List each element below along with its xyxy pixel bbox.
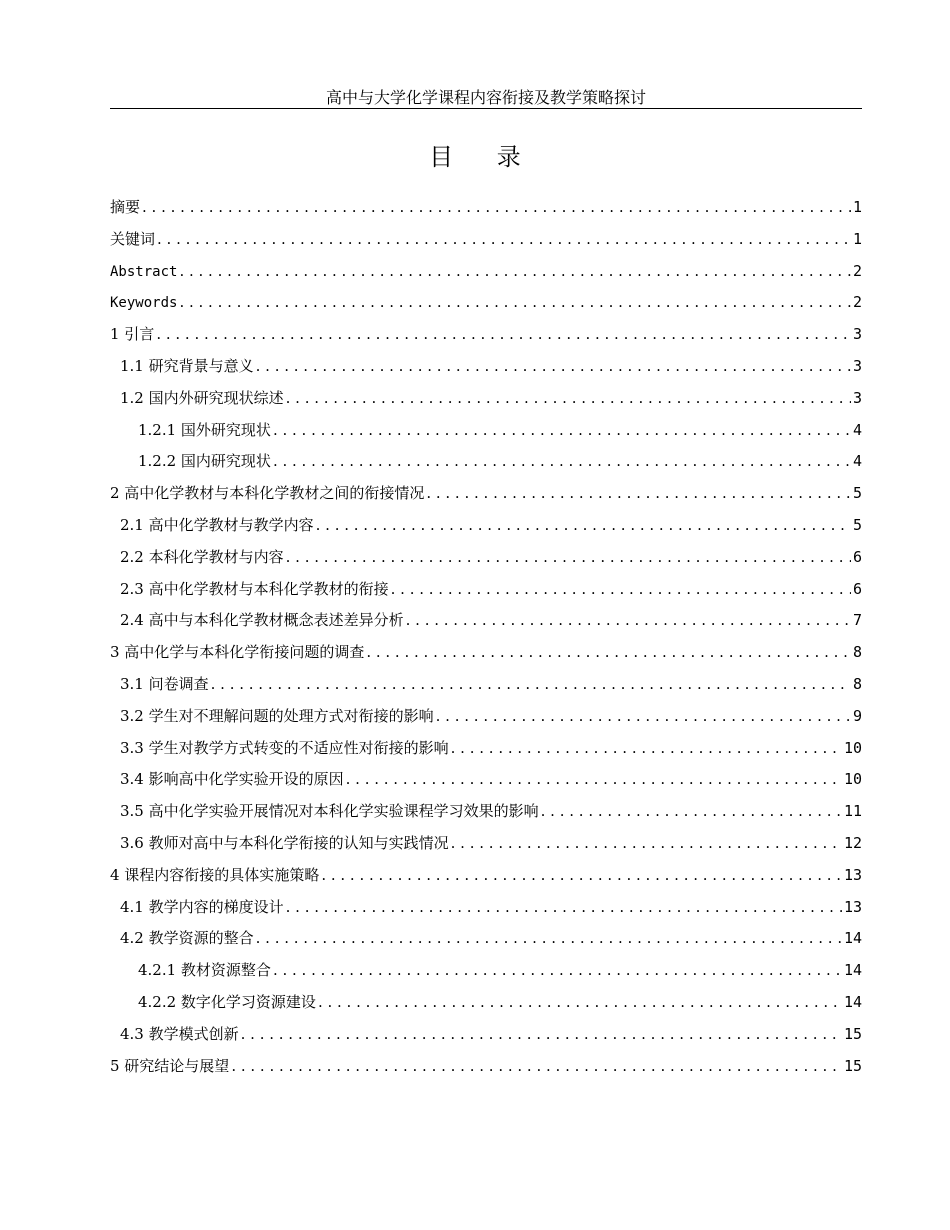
toc-entry-label: 1.2.2 国内研究现状	[138, 452, 271, 471]
toc-entry-4[interactable]	[110, 860, 862, 892]
toc-entry-page: 6	[852, 579, 862, 598]
toc-entry-page: 12	[843, 833, 862, 852]
toc-entry-page: 7	[852, 611, 862, 630]
toc-leader-dots	[346, 764, 842, 796]
toc-entry-label: 5 研究结论与展望	[110, 1056, 230, 1075]
toc-entry-page: 4	[852, 452, 862, 471]
toc-leader-dots	[366, 637, 851, 669]
toc-entry-label: 4.1 教学内容的梯度设计	[120, 897, 284, 916]
toc-entry-4-2[interactable]	[110, 923, 862, 955]
toc-leader-dots	[436, 701, 851, 733]
toc-leader-dots	[541, 796, 842, 828]
toc-leader-dots	[179, 256, 851, 288]
toc-entry-label: 3.3 学生对教学方式转变的不适应性对衔接的影响	[120, 738, 449, 757]
table-of-contents	[110, 192, 862, 1082]
toc-entry-2-3[interactable]	[110, 574, 862, 606]
toc-entry-1-2-2[interactable]	[110, 446, 862, 478]
toc-entry-3[interactable]	[110, 637, 862, 669]
toc-entry-page: 8	[852, 674, 862, 693]
toc-entry-1[interactable]	[110, 319, 862, 351]
toc-entry-5[interactable]	[110, 1051, 862, 1083]
toc-leader-dots	[286, 542, 851, 574]
toc-entry-3-3[interactable]	[110, 733, 862, 765]
toc-entry-page: 14	[843, 992, 862, 1011]
toc-entry-page: 6	[852, 547, 862, 566]
toc-entry-page: 5	[852, 515, 862, 534]
toc-entry-label: Abstract	[110, 263, 178, 280]
toc-entry-label: 4 课程内容衔接的具体实施策略	[110, 865, 320, 884]
toc-entry-page: 3	[852, 388, 862, 407]
toc-entry-label: 3.1 问卷调查	[120, 674, 209, 693]
toc-entry-3-2[interactable]	[110, 701, 862, 733]
toc-entry-page: 10	[843, 738, 862, 757]
toc-entry-3-1[interactable]	[110, 669, 862, 701]
running-header: 高中与大学化学课程内容衔接及教学策略探讨	[110, 88, 862, 109]
toc-entry-page: 14	[843, 929, 862, 948]
toc-leader-dots	[318, 987, 842, 1019]
toc-entry-4-1[interactable]	[110, 892, 862, 924]
toc-entry-page: 8	[852, 643, 862, 662]
toc-entry-page: 5	[852, 484, 862, 503]
toc-entry-label: 4.2.1 教材资源整合	[138, 961, 271, 980]
toc-entry-4-2-2[interactable]	[110, 987, 862, 1019]
toc-entry-keywords-en[interactable]	[110, 287, 862, 319]
toc-leader-dots	[156, 319, 851, 351]
toc-entry-page: 13	[843, 865, 862, 884]
toc-entry-label: 4.2 教学资源的整合	[120, 929, 254, 948]
toc-entry-page: 14	[843, 961, 862, 980]
toc-title: 目 录	[429, 143, 539, 171]
toc-leader-dots	[157, 224, 851, 256]
toc-leader-dots	[256, 923, 842, 955]
toc-leader-dots	[286, 892, 842, 924]
toc-leader-dots	[273, 955, 842, 987]
toc-entry-page: 10	[843, 770, 862, 789]
toc-entry-label: 3.2 学生对不理解问题的处理方式对衔接的影响	[120, 706, 434, 725]
toc-entry-1-1[interactable]	[110, 351, 862, 383]
toc-entry-page: 9	[852, 706, 862, 725]
toc-entry-page: 13	[843, 897, 862, 916]
toc-leader-dots	[231, 1051, 842, 1083]
toc-entry-3-4[interactable]	[110, 764, 862, 796]
toc-entry-3-5[interactable]	[110, 796, 862, 828]
toc-entry-1-2-1[interactable]	[110, 415, 862, 447]
toc-leader-dots	[179, 287, 851, 319]
toc-entry-label: 1.1 研究背景与意义	[120, 356, 254, 375]
toc-entry-4-3[interactable]	[110, 1019, 862, 1051]
toc-entry-page: 11	[843, 802, 862, 821]
toc-entry-label: 关键词	[110, 229, 156, 248]
toc-leader-dots	[406, 605, 851, 637]
toc-leader-dots	[451, 828, 842, 860]
toc-entry-label: 3.6 教师对高中与本科化学衔接的认知与实践情况	[120, 833, 449, 852]
toc-entry-label: 4.2.2 数字化学习资源建设	[138, 992, 316, 1011]
toc-leader-dots	[256, 351, 851, 383]
toc-leader-dots	[273, 446, 851, 478]
toc-entry-2-1[interactable]	[110, 510, 862, 542]
toc-entry-page: 2	[852, 261, 862, 280]
toc-entry-label: 2.3 高中化学教材与本科化学教材的衔接	[120, 579, 389, 598]
toc-entry-2-2[interactable]	[110, 542, 862, 574]
toc-leader-dots	[286, 383, 851, 415]
toc-entry-label: 1.2 国内外研究现状综述	[120, 388, 284, 407]
toc-entry-page: 1	[852, 198, 862, 216]
toc-entry-label: 4.3 教学模式创新	[120, 1024, 239, 1043]
toc-entry-page: 15	[843, 1024, 862, 1043]
toc-entry-label: 3.5 高中化学实验开展情况对本科化学实验课程学习效果的影响	[120, 802, 539, 821]
toc-entry-abstract-zh[interactable]	[110, 192, 862, 224]
toc-entry-label: 3.4 影响高中化学实验开设的原因	[120, 770, 344, 789]
toc-leader-dots	[316, 510, 851, 542]
toc-entry-label: 2.1 高中化学教材与教学内容	[120, 515, 314, 534]
toc-entry-page: 2	[852, 293, 862, 312]
toc-entry-abstract-en[interactable]	[110, 256, 862, 288]
toc-entry-label: 2 高中化学教材与本科化学教材之间的衔接情况	[110, 484, 425, 503]
toc-entry-label: 2.4 高中与本科化学教材概念表述差异分析	[120, 611, 404, 630]
toc-entry-label: 2.2 本科化学教材与内容	[120, 547, 284, 566]
toc-entry-1-2[interactable]	[110, 383, 862, 415]
toc-entry-label: 1.2.1 国外研究现状	[138, 420, 271, 439]
toc-leader-dots	[142, 192, 851, 224]
toc-entry-2-4[interactable]	[110, 605, 862, 637]
toc-leader-dots	[321, 860, 842, 892]
toc-entry-page: 3	[852, 356, 862, 375]
toc-entry-page: 15	[843, 1056, 862, 1075]
toc-entry-3-6[interactable]	[110, 828, 862, 860]
toc-entry-label: Keywords	[110, 295, 178, 312]
toc-entry-page: 1	[852, 229, 862, 248]
toc-leader-dots	[211, 669, 851, 701]
toc-leader-dots	[273, 415, 851, 447]
toc-entry-label: 1 引言	[110, 325, 155, 344]
toc-leader-dots	[391, 574, 851, 606]
toc-leader-dots	[451, 733, 842, 765]
toc-entry-4-2-1[interactable]	[110, 955, 862, 987]
toc-entry-page: 3	[852, 325, 862, 344]
toc-entry-keywords-zh[interactable]	[110, 224, 862, 256]
toc-entry-label: 3 高中化学与本科化学衔接问题的调查	[110, 643, 365, 662]
toc-leader-dots	[241, 1019, 842, 1051]
toc-entry-label: 摘要	[110, 198, 141, 216]
toc-entry-page: 4	[852, 420, 862, 439]
toc-entry-2[interactable]	[110, 478, 862, 510]
toc-leader-dots	[426, 478, 851, 510]
